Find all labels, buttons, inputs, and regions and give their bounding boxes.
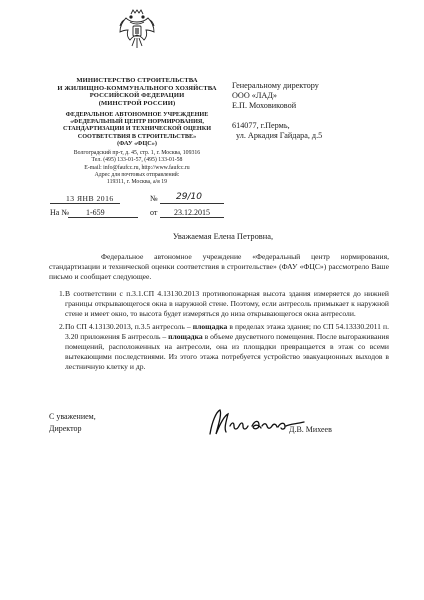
recipient-line: Е.П. Моховиковой [232, 101, 297, 111]
signer-name: Д.В. Михеев [289, 425, 332, 434]
points-list [49, 289, 389, 375]
recipient-block [232, 81, 412, 141]
agency-line: (ФАУ «ФЦС») [117, 139, 157, 147]
agency-header [50, 111, 224, 147]
ministry-line: (МИНСТРОЙ РОССИИ) [98, 99, 176, 107]
agency-line: СТАНДАРТИЗАЦИИ И ТЕХНИЧЕСКОЙ ОЦЕНКИ [62, 125, 212, 133]
reference-underline [68, 217, 138, 218]
list-item-text: В соответствии с п.3.1.СП 4.13130.2013 противопожарная высота здания измеряется до нижней границы открывающегося окна в наружной стене. Поэтому, если антресоль примыкает к наружной стене и имеет окно, то высота будет измеряться до низа открывающегося окна антресоли. [65, 289, 389, 319]
reference-date: 23.12.2015 [174, 208, 210, 217]
agency-line: ФЕДЕРАЛЬНОЕ АВТОНОМНОЕ УЧРЕЖДЕНИЕ [65, 111, 209, 118]
ministry-line: И ЖИЛИЩНО-КОММУНАЛЬНОГО ХОЗЯЙСТВА [57, 84, 217, 92]
recipient-address-line: 614077, г.Пермь, [232, 120, 290, 130]
ministry-line: МИНИСТЕРСТВО СТРОИТЕЛЬСТВА [76, 77, 198, 84]
from-label: от [150, 208, 158, 217]
list-item-number: 1. [59, 289, 65, 298]
list-item [49, 289, 389, 320]
number-sign: № [150, 194, 158, 203]
reference-date-underline [160, 217, 224, 218]
recipient-address-line: ул. Аркадия Гайдара, д.5 [236, 130, 323, 140]
bold-term: площадка [192, 321, 228, 331]
outgoing-number: 29/10 [176, 192, 202, 202]
ministry-header [52, 77, 222, 107]
list-item-number: 2. [59, 321, 65, 331]
reference-number: 1-659 [86, 208, 105, 217]
contact-line: Тел. (495) 133-01-57, (495) 133-01-58 [91, 157, 183, 164]
reference-label: На № [50, 208, 69, 217]
contact-line: 119311, г. Москва, а/я 19 [106, 179, 168, 186]
date-underline [50, 203, 120, 204]
regards-text: С уважением, [49, 412, 96, 421]
closing-block [49, 411, 96, 436]
ministry-line: РОССИЙСКОЙ ФЕДЕРАЦИИ [89, 92, 185, 100]
signature-image [204, 404, 314, 440]
contact-line: Адрес для почтовых отправлений: [94, 171, 180, 178]
recipient-line: ООО «ЛАД» [232, 91, 278, 101]
contact-line: Волгоградский пр-т, д. 45, стр. 1, г. Москва, 109316 [73, 150, 201, 156]
recipient-line: Генеральному директору [232, 81, 319, 90]
contact-block [50, 150, 224, 186]
number-underline [160, 203, 224, 204]
intro-paragraph: Федеральное автономное учреждение «Федеральный центр нормирования, стандартизации и технической оценки соответствия в строительстве» (ФАУ «ФЦС») рассмотрело Ваше письмо и сообщает следующее. [49, 252, 389, 282]
agency-line: СООТВЕТСТВИЯ В СТРОИТЕЛЬСТВЕ» [77, 132, 197, 140]
position-text: Директор [49, 424, 82, 434]
contact-line: E-mail: info@faufcc.ru, http://www.faufcc.ru [84, 164, 190, 171]
greeting: Уважаемая Елена Петровна, [172, 232, 274, 241]
list-item [49, 322, 389, 373]
bold-term: площадка [168, 331, 203, 341]
coat-of-arms-icon [118, 8, 156, 52]
agency-line: «ФЕДЕРАЛЬНЫЙ ЦЕНТР НОРМИРОВАНИЯ, [70, 118, 204, 126]
outgoing-date-stamp: 13 ЯНВ 2016 [66, 194, 114, 203]
list-item-text: По СП 4.13130.2013, п.3.5 антресоль – площадка в пределах этажа здания; по СП 54.13330.2011 п. 3.20 приложения Б антресоль – площадка в объеме двусветного помещения. После выгораживания помещений, расположенных на антресоли, она из площадки превращается в этаж со всеми вытекающими последствиями. Из этого этажа потребуется устройство эвакуационных выходов в лестничную клетку и др. [65, 321, 389, 372]
